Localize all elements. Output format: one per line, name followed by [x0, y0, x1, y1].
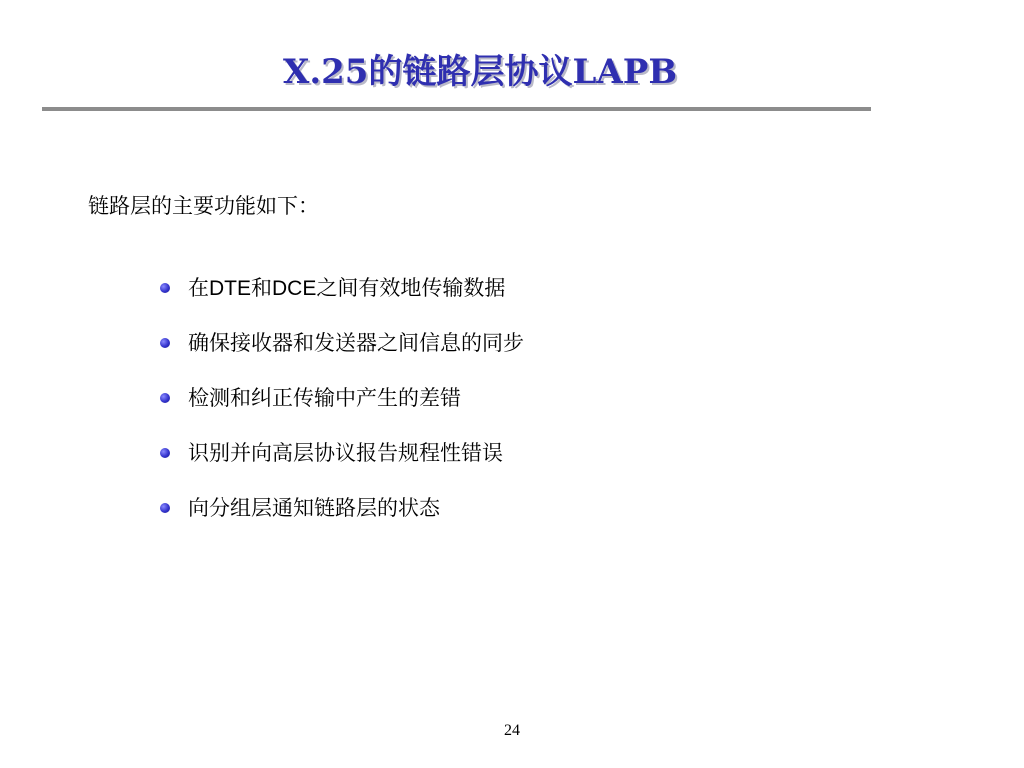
- bullet-text: 检测和纠正传输中产生的差错: [188, 386, 461, 410]
- slide-title: X.25的链路层协议LAPB: [282, 52, 678, 92]
- bullet-dot-icon: [160, 338, 170, 348]
- bullet-text-segment: 和: [251, 276, 272, 300]
- bullet-dot-icon: [160, 448, 170, 458]
- bullet-dot-icon: [160, 393, 170, 403]
- bullet-text: [188, 270, 505, 307]
- page-number: 24: [504, 722, 520, 739]
- bullet-dot-icon: [160, 283, 170, 293]
- bullet-text: 识别并向高层协议报告规程性错误: [188, 441, 503, 465]
- bullet-text-segment: 之间有效地传输数据: [316, 276, 506, 300]
- bullet-text-segment: DCE: [272, 277, 317, 300]
- bullet-text-segment: DTE: [209, 277, 251, 300]
- bullet-text-segment: 在: [188, 276, 209, 300]
- intro-text: 链路层的主要功能如下：: [88, 194, 319, 218]
- bullet-text: 向分组层通知链路层的状态: [188, 496, 440, 520]
- title-divider: [42, 107, 871, 111]
- bullet-text: 确保接收器和发送器之间信息的同步: [188, 331, 524, 355]
- bullet-dot-icon: [160, 503, 170, 513]
